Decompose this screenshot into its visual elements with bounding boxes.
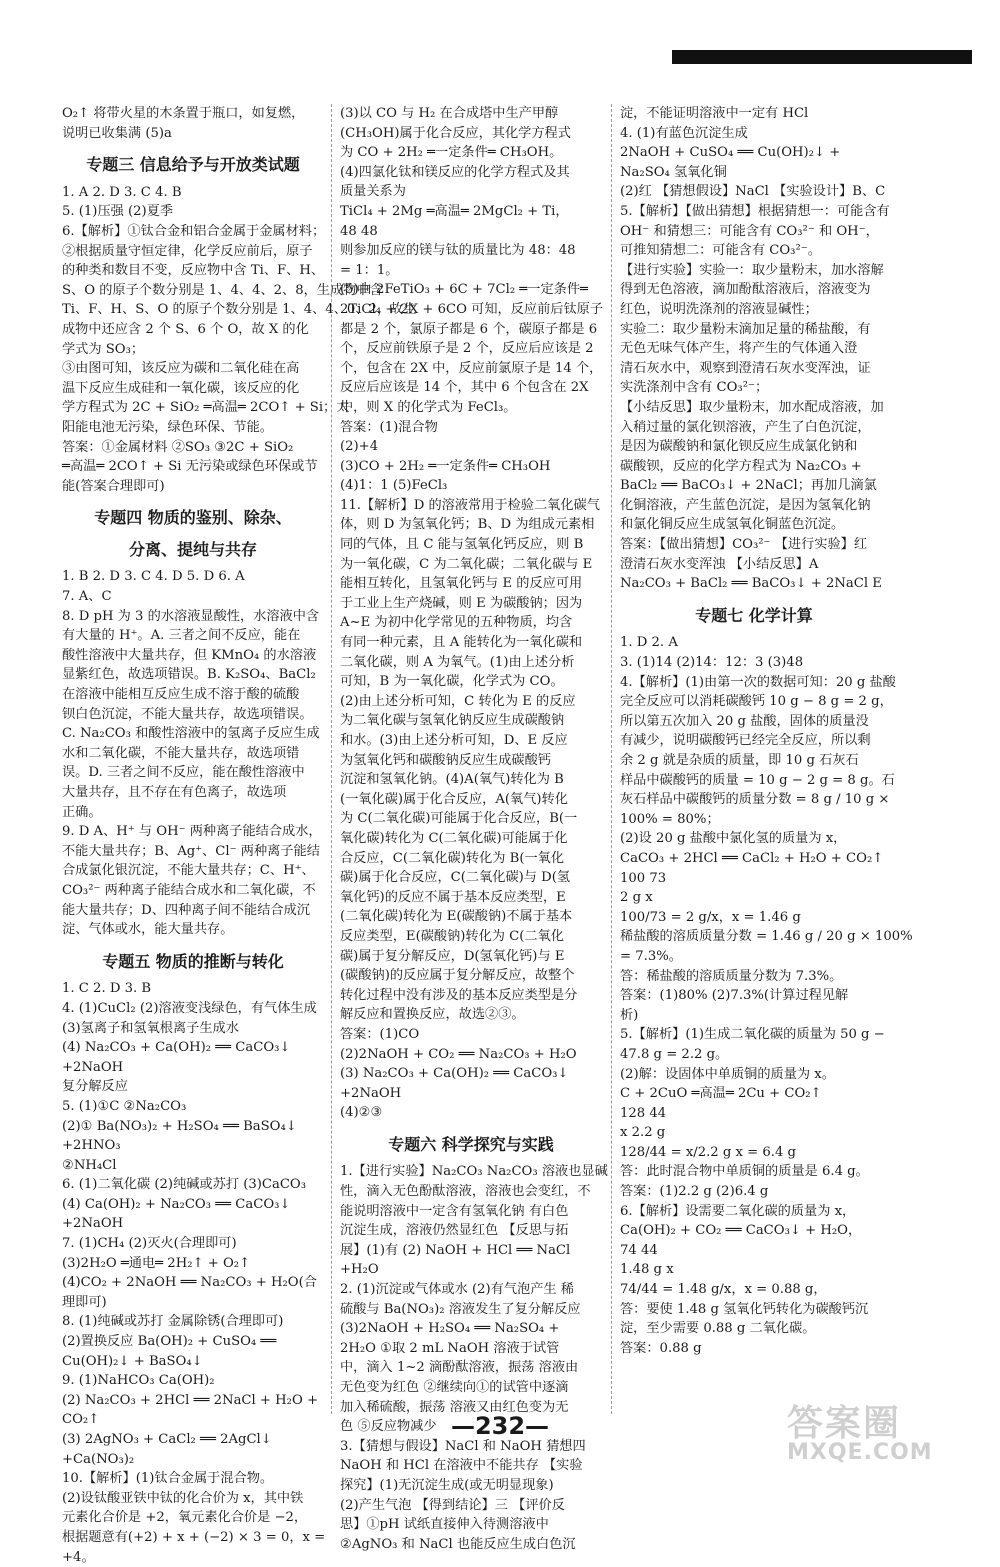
text-line: 学式为 SO₃； [62, 341, 145, 357]
text-line: CaCO₃ + 2HCl ══ CaCl₂ + H₂O + CO₂↑ [620, 850, 884, 866]
text-line: 5.【解析】【做出猜想】根据猜想一：可能含有 [620, 203, 890, 219]
text-line: Ca(OH)₂ + CO₂ ══ CaCO₃↓ + H₂O， [620, 1223, 862, 1239]
text-line: 根据题意有(+2) + x + (−2) × 3 = 0，x = [62, 1529, 326, 1545]
text-line: 色 ⑤反应物减少 [340, 1419, 437, 1435]
text-line: 能大量共存；D、四种离子间不能结合成沉 [62, 902, 310, 918]
text-line: 有同一种元素，且 A 能转化为一氧化碳和 [340, 635, 583, 651]
text-line: 显紫红色，故选项错误。B. K₂SO₄、BaCl₂ [62, 667, 316, 683]
text-line: TiCl₄ + 2Mg ═高温═ 2MgCl₂ + Ti， [340, 203, 569, 219]
text-line: 碳)属于化合反应，C(二氧化碳)与 D(氢 [340, 870, 571, 886]
section-heading: 专题六 科学探究与实践 [388, 1134, 554, 1154]
text-line: (3)2H₂O ═通电═ 2H₂↑ + O₂↑ [62, 1255, 251, 1271]
text-line: 转化过程中没有涉及的基本反应类型是分 [340, 987, 578, 1003]
section-heading: 专题七 化学计算 [695, 605, 813, 625]
text-line: Cu(OH)₂↓ + BaSO₄↓ [62, 1353, 203, 1369]
text-line: (2)设钛酸亚铁中钛的化合价为 x，其中铁 [62, 1490, 304, 1506]
text-line: S、O 的原子个数分别是 1、4、4、2、8，生成物中含 [62, 282, 383, 298]
text-line: Ti、F、H、S、O 的原子个数分别是 1、4、4、0、2，故生 [62, 302, 417, 318]
text-line: +Ca(NO₃)₂ [62, 1451, 135, 1467]
text-line: 理即可) [62, 1294, 107, 1310]
text-line: 5.【解析】(1)生成二氧化碳的质量为 50 g − [620, 1027, 885, 1043]
text-line: (CH₃OH)属于化合反应，其化学方程式 [340, 125, 571, 141]
text-line: +2NaOH [340, 1085, 402, 1101]
text-line: (4)CO₂ + 2NaOH ══ Na₂CO₃ + H₂O(合 [62, 1275, 317, 1291]
text-line: 清石灰水中，观察到澄清石灰水变浑浊，证 [620, 360, 871, 376]
text-line: A~E 为初中化学常见的五种物质，均含 [340, 615, 573, 631]
text-line: 7. (1)CH₄ (2)灭火(合理即可) [62, 1236, 237, 1252]
text-line: (3) 2AgNO₃ + CaCl₂ ══ 2AgCl↓ [62, 1432, 272, 1447]
text-line: 淀、气体或水，能大量共存。 [62, 922, 234, 938]
text-line: (3)CO + 2H₂ ═一定条件═ CH₃OH [340, 458, 551, 474]
column-divider [611, 104, 612, 1414]
text-line: 误。D. 三者之间不反应，能在酸性溶液中 [62, 765, 305, 781]
text-line: 则参加反应的镁与钛的质量比为 48：48 [340, 243, 576, 259]
text-line: +4。 [62, 1549, 95, 1565]
text-line: 沉淀生成，溶液仍然显红色 【反思与拓 [340, 1223, 569, 1239]
text-line: x 2.2 g [620, 1125, 666, 1141]
text-line: 加入稀硫酸，振荡 溶液又由红色变为无 [340, 1399, 569, 1415]
text-line: (2)产生气泡 【得到结论】三 【评价反 [340, 1497, 565, 1513]
text-line: 体，则 D 为氢氧化钙；B、D 为组成元素相 [340, 517, 595, 533]
text-line: 学方程式为 2C + SiO₂ ═高温═ 2CO↑ + Si；太 [62, 400, 350, 416]
text-line: (碳酸钠)的反应属于复分解反应，故整个 [340, 968, 575, 984]
text-line: 实验二：取少量粉末滴加足量的稀盐酸，有 [620, 321, 871, 337]
text-line: 反应类型，E(碳酸钠)转化为 C(二氧化 [340, 928, 564, 944]
text-line: 74 44 [620, 1242, 658, 1258]
text-line: 6. (1)二氧化碳 (2)纯碱或苏打 (3)CaCO₃ [62, 1177, 307, 1193]
text-line: (2)2NaOH + CO₂ ══ Na₂CO₃ + H₂O [340, 1046, 577, 1062]
text-line: 元素化合价是 +2，氧元素化合价是 −2， [62, 1510, 308, 1526]
text-line: 澄清石灰水变浑浊 【小结反思】A [620, 556, 819, 572]
text-line: CO₃²⁻ 两种离子能结合成水和二氧化碳，不 [62, 882, 316, 898]
text-line: C. Na₂CO₃ 和酸性溶液中的氢离子反应生成 [62, 726, 320, 742]
text-line: NaOH 和 HCl 在溶液中不能共存 【实验 [340, 1458, 583, 1474]
text-line: 答案：(1)80% (2)7.3%(计算过程见解 [620, 988, 849, 1004]
text-line: 不能大量共存；B、Ag⁺、Cl⁻ 两种离子能结 [62, 843, 320, 859]
section-heading: 专题三 信息给予与开放类试题 [86, 155, 300, 175]
text-line: 余 2 g 就是杂质的质量，即 10 g 石灰石 [620, 753, 859, 768]
text-line: 100/73 = 2 g/x，x = 1.46 g [620, 909, 801, 925]
text-line: 都是 2 个，氯原子都是 6 个，碳原子都是 6 [340, 321, 598, 337]
text-line: 9. D A、H⁺ 与 OH⁻ 两种离子能结合成水， [62, 824, 322, 840]
section-heading: 分离、提纯与共存 [128, 539, 257, 559]
text-line: 1. C 2. D 3. B [62, 981, 152, 997]
text-line: (2)置换反应 Ba(OH)₂ + CuSO₄ ══ [62, 1334, 277, 1350]
text-line: 于工业上生产烧碱，则 E 为碳酸钠；因为 [340, 595, 583, 611]
text-line: 解反应和置换反应，故选②③。 [340, 1007, 525, 1023]
text-line: ②NH₄Cl [62, 1157, 117, 1173]
text-line: 阳能电池无污染，绿色环保、节能。 [62, 419, 273, 435]
text-line: (2)由上述分析可知，C 转化为 E 的反应 [340, 693, 576, 709]
text-line: 样品中碳酸钙的质量 = 10 g − 2 g = 8 g。石 [620, 772, 895, 788]
text-line: 碳)属于复分解反应，D(氢氧化钙)与 E [340, 948, 565, 964]
text-line: 1.48 g x [620, 1262, 674, 1278]
text-line: +2HNO₃ [62, 1138, 121, 1154]
text-line: = 1：1。 [340, 262, 399, 278]
text-line: 中，滴入 1~2 滴酚酞溶液，振荡 溶液由 [340, 1360, 579, 1376]
text-line: 稀盐酸的溶质质量分数 = 1.46 g / 20 g × 100% [620, 929, 913, 945]
text-line: ③由图可知，该反应为碳和二氧化硅在高 [62, 361, 300, 377]
text-line: 反应后应该是 14 个，其中 6 个包含在 2X [340, 380, 589, 396]
text-line: 2H₂O ①取 2 mL NaOH 溶液于试管 [340, 1340, 560, 1356]
text-line: 6.【解析】设需要二氧化碳的质量为 x， [620, 1203, 856, 1219]
text-line: OH⁻ 和猜想三：可能含有 CO₃²⁻ 和 OH⁻， [620, 223, 879, 239]
watermark-text: 答案圈 [787, 1403, 902, 1444]
text-line: 能(答案合理即可) [62, 478, 165, 494]
text-line: 100 73 [620, 870, 667, 886]
text-line: 答：此时混合物中单质铜的质量是 6.4 g。 [620, 1164, 869, 1180]
text-line: 成物中还应含 2 个 S、6 个 O，故 X 的化 [62, 321, 309, 337]
text-line: Na₂SO₄ 氢氧化铜 [620, 164, 727, 180]
text-line: 在溶液中能相互反应生成不溶于酸的硫酸 [62, 687, 300, 703]
text-line: +2NaOH [62, 1216, 124, 1232]
text-line: 7. A、C [62, 589, 112, 605]
text-line: 无色无味气体产生，将产生的气体通入澄 [620, 341, 858, 357]
text-line: 答案：(1)混合物 [340, 419, 438, 435]
text-line: 可知，B 为一氧化碳，化学式为 CO。 [340, 674, 564, 690]
text-line: 合反应，C(二氧化碳)转化为 B(一氧化 [340, 850, 565, 866]
text-line: 答案：0.88 g [620, 1340, 702, 1356]
text-line: 是因为碳酸钠和氯化钡反应生成氯化钠和 [620, 439, 858, 455]
text-line: 2NaOH + CuSO₄ ══ Cu(OH)₂↓ + [620, 145, 841, 161]
text-line: 1. B 2. D 3. C 4. D 5. D 6. A [62, 569, 245, 585]
text-line: 质量关系为 [340, 184, 406, 200]
text-line: 酸性溶液中大量共存，但 KMnO₄ 的水溶液 [62, 647, 317, 663]
text-line: 4.【解析】(1)由第一次的数据可知：20 g 盐酸 [620, 674, 896, 690]
text-line: 3. (1)14 (2)14：12：3 (3)48 [620, 655, 804, 671]
text-line: 答：稀盐酸的溶质质量分数为 7.3%。 [620, 968, 843, 984]
text-line: 为氢氧化钙和碳酸钠反应生成碳酸钙 [340, 752, 551, 768]
text-line: 性，滴入无色酚酞溶液，溶液也会变红，不 [340, 1184, 591, 1200]
text-line: 可推知猜想二：可能含有 CO₃²⁻。 [620, 243, 821, 259]
text-line: 答案：(1)CO [340, 1026, 420, 1042]
text-line: 100% = 80%； [620, 811, 720, 827]
text-line: (2)+4 [340, 439, 379, 455]
text-line: 碳酸钡，反应的化学方程式为 Na₂CO₃ + [620, 458, 862, 474]
text-line: 说明已收集满 (5)a [62, 125, 172, 141]
text-line: (5)由 2FeTiO₃ + 6C + 7Cl₂ ═一定条件═ [340, 282, 588, 298]
text-line: (4) Ca(OH)₂ + Na₂CO₃ ══ CaCO₃↓ [62, 1196, 291, 1212]
text-line: 正确。 [62, 804, 102, 820]
text-line: 探究】(1)无沉淀生成(或无明显现象) [340, 1477, 554, 1493]
text-line: 答：要使 1.48 g 氢氧化钙转化为碳酸钙沉 [620, 1301, 869, 1317]
answer-column-3 [620, 104, 913, 1358]
text-line: 答案：(1)2.2 g (2)6.4 g [620, 1184, 769, 1200]
text-line: 淀，不能证明溶液中一定有 HCl [620, 106, 809, 121]
text-line: 为 C(二氧化碳)可能属于化合反应，B(一 [340, 811, 578, 827]
text-line: 47.8 g = 2.2 g。 [620, 1046, 729, 1062]
text-line: 2TiCl₄ + 2X + 6CO 可知，反应前后钛原子 [340, 301, 604, 317]
text-line: ②AgNO₃ 和 NaCl 也能反应生成白色沉 [340, 1536, 576, 1552]
text-line: 能相互转化，且氢氧化钙与 E 的反应可用 [340, 576, 583, 592]
text-line: 沉淀和氢氧化钠。(4)A(氧气)转化为 B [340, 772, 564, 788]
text-line: 个，包含在 2X 中，反应前氯原子是 14 个， [340, 360, 603, 376]
text-line: 10.【解析】(1)钛合金属于混合物。 [62, 1471, 274, 1487]
text-line: (4)四氯化钛和镁反应的化学方程式及其 [340, 164, 570, 180]
text-line: 中，则 X 的化学式为 FeCl₃。 [340, 399, 517, 415]
text-line: (2)红 【猜想假设】NaCl 【实验设计】B、C [620, 184, 886, 200]
text-line: Na₂CO₃ + BaCl₂ ══ BaCO₃↓ + 2NaCl E [620, 576, 882, 592]
text-line: 实洗涤剂中含有 CO₃²⁻； [620, 380, 769, 396]
text-line: 二氧化碳，则 A 为氧气。(1)由上述分析 [340, 654, 575, 670]
text-line: 温下反应生成硅和一氧化碳，该反应的化 [62, 380, 300, 396]
text-line: 有减少，说明碳酸钙已经完全反应，所以剩 [620, 733, 871, 749]
text-line: +2NaOH [62, 1059, 124, 1075]
text-line: (2)设 20 g 盐酸中氯化氢的质量为 x， [620, 831, 847, 847]
text-line: = 7.3%。 [620, 948, 682, 964]
text-line: 答案：①金属材料 ②SO₃ ③2C + SiO₂ [62, 439, 294, 455]
page-number: —232— [450, 1412, 550, 1440]
text-line: CO₂↑ [62, 1412, 100, 1428]
text-line: +H₂O [340, 1262, 379, 1278]
text-line: 有大量的 H⁺。A. 三者之间不反应，能在 [62, 628, 301, 644]
section-heading: 专题五 物质的推断与转化 [102, 951, 284, 971]
text-line: 淀，至少需要 0.88 g 二氧化碳。 [620, 1321, 816, 1337]
text-line: (一氧化碳)属于化合反应，A(氧气)转化 [340, 791, 568, 807]
text-line: 为一氧化碳，C 为二氧化碳；二氧化碳与 E [340, 556, 593, 572]
text-line: (4)②③ [340, 1105, 383, 1121]
text-line: 展】(1)有 (2) NaOH + HCl ══ NaCl [340, 1242, 571, 1258]
text-line: (3)氢离子和氢氧根离子生成水 [62, 1020, 239, 1036]
section-heading: 专题四 物质的鉴别、除杂、 [94, 508, 292, 528]
text-line: 入稍过量的氯化钡溶液，产生了白色沉淀， [620, 419, 871, 435]
text-line: 1. A 2. D 3. C 4. B [62, 184, 182, 200]
text-line: 思】①pH 试纸直接伸入待测溶液中 [340, 1517, 549, 1533]
text-line: 3.【猜想与假设】NaCl 和 NaOH 猜想四 [340, 1438, 586, 1454]
text-line: 硫酸与 Ba(NO₃)₂ 溶液发生了复分解反应 [340, 1301, 581, 1317]
text-line: 完全反应可以消耗碳酸钙 10 g − 8 g = 2 g， [620, 694, 893, 710]
text-line: C + 2CuO ═高温═ 2Cu + CO₂↑ [620, 1086, 822, 1102]
text-line: (2) Na₂CO₃ + 2HCl ══ 2NaCl + H₂O + [62, 1392, 319, 1408]
text-line: 5. (1)压强 (2)夏季 [62, 204, 174, 220]
text-line: 同的气体，且 C 能与氢氧化钙反应，则 B [340, 537, 584, 553]
text-line: 复分解反应 [62, 1079, 128, 1095]
text-line: (3)以 CO 与 H₂ 在合成塔中生产甲醇 [340, 106, 559, 121]
text-line: 和氯化铜反应生成氢氧化铜蓝色沉淀。 [620, 517, 845, 533]
text-line: O₂↑ 将带火星的木条置于瓶口，如复燃， [62, 106, 305, 121]
text-line: 红色，说明洗涤剂的溶液显碱性； [620, 301, 818, 317]
text-line: 【小结反思】取少量粉末，加水配成溶液，加 [620, 399, 884, 415]
text-line: 【进行实验】实验一：取少量粉末，加水溶解 [620, 262, 884, 278]
text-line: (二氧化碳)转化为 E(碳酸钠)不属于基本 [340, 909, 573, 925]
text-line: 9. (1)NaHCO₃ Ca(OH)₂ [62, 1373, 215, 1389]
text-line: 48 48 [340, 223, 378, 239]
text-line: 1. D 2. A [620, 635, 678, 651]
watermark-url: MXQE.COM [787, 1440, 933, 1465]
text-line: 的种类和数目不变，反应物中含 Ti、F、H、 [62, 263, 325, 279]
header-bar [672, 50, 972, 64]
text-line: 1.【进行实验】Na₂CO₃ Na₂CO₃ 溶液也显碱 [340, 1164, 608, 1180]
text-line: 个，反应前铁原子是 2 个，反应后应该是 2 [340, 341, 594, 357]
text-line: 钡白色沉淀，不能大量共存，故选项错误。 [62, 706, 313, 722]
answer-column-2 [340, 104, 608, 1554]
text-line: 能说明溶液中一定含有氢氧化钠 有白色 [340, 1203, 569, 1219]
watermark-logo [787, 1395, 962, 1463]
text-line: 8. (1)纯碱或苏打 金属除锈(合理即可) [62, 1314, 284, 1330]
text-line: (2)① Ba(NO₃)₂ + H₂SO₄ ══ BaSO₄↓ [62, 1118, 297, 1134]
text-line: 6.【解析】①钛合金和铝合金属于金属材料； [62, 223, 326, 239]
text-line: ②根据质量守恒定律，化学反应前后，原子 [62, 243, 313, 259]
text-line: (3) Na₂CO₃ + Ca(OH)₂ ══ CaCO₃↓ [340, 1066, 569, 1082]
text-line: 为二氧化碳与氢氧化钠反应生成碳酸钠 [340, 713, 565, 729]
text-line: 5. (1)①C ②Na₂CO₃ [62, 1098, 187, 1114]
text-line: (3)2NaOH + H₂SO₄ ══ Na₂SO₄ + [340, 1321, 560, 1337]
text-line: BaCl₂ ══ BaCO₃↓ + 2NaCl；再加几滴氯 [620, 478, 877, 494]
text-line: 和水。(3)由上述分析可知，D、E 反应 [340, 733, 568, 748]
text-line: 大量共存，且不存在有色离子，故选项 [62, 785, 287, 800]
text-line: 氧化碳)转化为 C(二氧化碳)可能属于化 [340, 830, 568, 846]
text-line: 11.【解析】D 的溶液常用于检验二氧化碳气 [340, 497, 600, 513]
text-line: 合成氯化银沉淀，不能大量共存；C、H⁺、 [62, 863, 315, 879]
text-line: (4) Na₂CO₃ + Ca(OH)₂ ══ CaCO₃↓ [62, 1040, 291, 1056]
text-line: (4)1：1 (5)FeCl₃ [340, 478, 448, 494]
text-line: 8. D pH 为 3 的水溶液显酸性，水溶液中含 [62, 608, 320, 624]
text-line: 得到无色溶液，滴加酚酞溶液后，溶液变为 [620, 282, 871, 298]
text-line: 为 CO + 2H₂ ═一定条件═ CH₃OH。 [340, 145, 563, 161]
text-line: (2)解：设固体中单质铜的质量为 x。 [620, 1066, 835, 1082]
column-divider [331, 104, 332, 1414]
text-line: 答案：【做出猜想】CO₃²⁻ 【进行实验】红 [620, 537, 868, 553]
text-line: 水和二氧化碳，不能大量共存，故选项错 [62, 745, 300, 761]
text-line: 4. (1)有蓝色沉淀生成 [620, 125, 748, 141]
text-line: 4. (1)CuCl₂ (2)溶液变浅绿色，有气体生成 [62, 1000, 317, 1016]
text-line: 128 44 [620, 1105, 667, 1121]
text-line: 氧化钙)的反应不属于基本反应类型，E [340, 889, 566, 905]
text-line: ═高温═ 2CO↑ + Si 无污染或绿色环保或节 [62, 459, 318, 475]
text-line: 灰石样品中碳酸钙的质量分数 = 8 g / 10 g × [620, 792, 890, 808]
text-line: 128/44 = x/2.2 g x = 6.4 g [620, 1144, 796, 1160]
text-line: 化铜溶液，产生蓝色沉淀，是因为氢氧化钠 [620, 497, 871, 513]
text-line: 所以第五次加入 20 g 盐酸，固体的质量没 [620, 713, 869, 729]
text-line: 析) [620, 1007, 639, 1023]
text-line: 74/44 = 1.48 g/x，x = 0.88 g， [620, 1282, 827, 1298]
text-line: 2 g x [620, 890, 653, 906]
text-line: 无色变为红色 ②继续向①的试管中逐滴 [340, 1380, 569, 1395]
text-line: 2. (1)沉淀或气体或水 (2)有气泡产生 稀 [340, 1282, 574, 1298]
